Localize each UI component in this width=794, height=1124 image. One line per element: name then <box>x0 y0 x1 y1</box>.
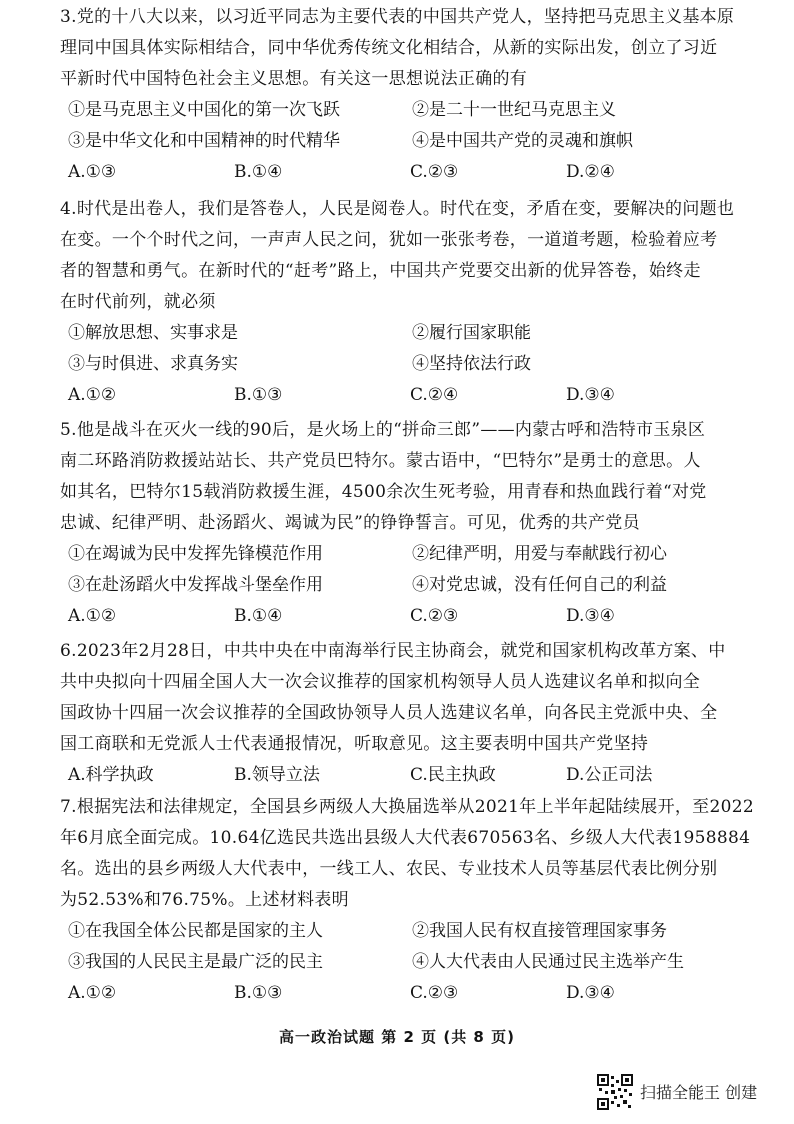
question-text-line: 南二环路消防救援站站长、共产党员巴特尔。蒙古语中，“巴特尔”是勇士的意思。人 <box>60 451 701 471</box>
statement-row <box>60 318 760 349</box>
question-5 <box>60 415 760 632</box>
question-7 <box>60 792 760 1009</box>
answer-option-c: C.②③ <box>410 983 459 1003</box>
statement-item: ②履行国家职能 <box>412 323 531 343</box>
answer-option-d: D.③④ <box>566 385 615 405</box>
statement-item: ③与时俱进、求真务实 <box>68 354 238 374</box>
question-text-line: 理同中国具体实际相结合，同中华优秀传统文化相结合，从新的实际出发，创立了习近 <box>60 38 718 58</box>
answer-choices <box>60 978 760 1009</box>
statement-item: ①在竭诚为民中发挥先锋模范作用 <box>68 544 323 564</box>
answer-choices <box>60 157 760 188</box>
statement-item: ②纪律严明，用爱与奉献践行初心 <box>412 544 667 564</box>
page-footer: 高一政治试题 第 2 页 (共 8 页) <box>279 1028 515 1046</box>
answer-option-d: D.③④ <box>566 606 615 626</box>
answer-option-b: B.①③ <box>234 983 283 1003</box>
question-text-line: 名。选出的县乡两级人大代表中，一线工人、农民、专业技术人员等基层代表比例分别 <box>60 859 718 879</box>
answer-option-a: A.①② <box>68 385 117 405</box>
question-4 <box>60 194 760 411</box>
question-text-line: 国工商联和无党派人士代表通报情况，听取意见。这主要表明中国共产党坚持 <box>60 734 649 754</box>
question-text-line: 在变。一个个时代之问，一声声人民之问，犹如一张张考卷，一道道考题，检验着应考 <box>60 230 718 250</box>
answer-option-a: A.①③ <box>68 162 117 182</box>
question-3 <box>60 2 760 188</box>
question-text-line: 3.党的十八大以来，以习近平同志为主要代表的中国共产党人，坚持把马克思主义基本原 <box>60 7 735 27</box>
statement-row <box>60 947 760 978</box>
question-text-line: 5.他是战斗在灭火一线的90后，是火场上的“拼命三郎”——内蒙古呼和浩特市玉泉区 <box>60 420 706 440</box>
answer-choices <box>60 601 760 632</box>
answer-option-c: C.②③ <box>410 606 459 626</box>
answer-option-d: D.②④ <box>566 162 615 182</box>
question-text-line: 平新时代中国特色社会主义思想。有关这一思想说法正确的有 <box>60 69 528 89</box>
answer-option-b: B.领导立法 <box>234 765 320 785</box>
answer-option-a: A.科学执政 <box>68 765 154 785</box>
statement-row <box>60 916 760 947</box>
answer-choices <box>60 380 760 411</box>
question-text-line: 在时代前列，就必须 <box>60 292 216 312</box>
answer-option-b: B.①④ <box>234 606 283 626</box>
statement-item: ①在我国全体公民都是国家的主人 <box>68 921 323 941</box>
question-text-line: 者的智慧和勇气。在新时代的“赶考”路上，中国共产党要交出新的优异答卷，始终走 <box>60 261 701 281</box>
statement-row <box>60 539 760 570</box>
statement-item: ④是中国共产党的灵魂和旗帜 <box>412 131 633 151</box>
answer-option-b: B.①④ <box>234 162 283 182</box>
statement-item: ②我国人民有权直接管理国家事务 <box>412 921 667 941</box>
statement-item: ①是马克思主义中国化的第一次飞跃 <box>68 100 340 120</box>
statement-item: ③在赴汤蹈火中发挥战斗堡垒作用 <box>68 575 323 595</box>
answer-option-c: C.民主执政 <box>410 765 496 785</box>
qr-code-icon <box>597 1074 633 1110</box>
statement-item: ②是二十一世纪马克思主义 <box>412 100 616 120</box>
answer-option-b: B.①③ <box>234 385 283 405</box>
statement-item: ①解放思想、实事求是 <box>68 323 238 343</box>
answer-option-d: D.③④ <box>566 983 615 1003</box>
question-6 <box>60 636 760 791</box>
answer-option-a: A.①② <box>68 983 117 1003</box>
question-text-line: 忠诚、纪律严明、赴汤蹈火、竭诚为民”的铮铮誓言。可见，优秀的共产党员 <box>60 513 640 533</box>
question-text-line: 4.时代是出卷人，我们是答卷人，人民是阅卷人。时代在变，矛盾在变，要解决的问题也 <box>60 199 735 219</box>
statement-row <box>60 349 760 380</box>
question-text-line: 年6月底全面完成。10.64亿选民共选出县级人大代表670563名、乡级人大代表1958884 <box>60 828 751 848</box>
statement-item: ③我国的人民民主是最广泛的民主 <box>68 952 323 972</box>
question-text-line: 为52.53%和76.75%。上述材料表明 <box>60 890 349 910</box>
statement-item: ③是中华文化和中国精神的时代精华 <box>68 131 340 151</box>
question-text-line: 国政协十四届一次会议推荐的全国政协领导人员人选建议名单，向各民主党派中央、全 <box>60 703 718 723</box>
statement-item: ④对党忠诚，没有任何自己的利益 <box>412 575 667 595</box>
statement-item: ④人大代表由人民通过民主选举产生 <box>412 952 684 972</box>
answer-choices <box>60 760 760 791</box>
question-text-line: 共中央拟向十四届全国人大一次会议推荐的国家机构领导人员人选建议名单和拟向全 <box>60 672 701 692</box>
statement-row <box>60 95 760 126</box>
statement-row <box>60 570 760 601</box>
answer-option-d: D.公正司法 <box>566 765 653 785</box>
question-text-line: 6.2023年2月28日，中共中央在中南海举行民主协商会，就党和国家机构改革方案、中 <box>60 641 726 661</box>
watermark-brand: 扫描全能王 创建 <box>640 1083 758 1102</box>
statement-row <box>60 126 760 157</box>
question-text-line: 如其名，巴特尔15载消防救援生涯，4500余次生死考验，用青春和热血践行着“对党 <box>60 482 707 502</box>
statement-item: ④坚持依法行政 <box>412 354 531 374</box>
question-text-line: 7.根据宪法和法律规定，全国县乡两级人大换届选举从2021年上半年起陆续展开，至2022 <box>60 797 754 817</box>
answer-option-c: C.②③ <box>410 162 459 182</box>
answer-option-a: A.①② <box>68 606 117 626</box>
answer-option-c: C.②④ <box>410 385 459 405</box>
